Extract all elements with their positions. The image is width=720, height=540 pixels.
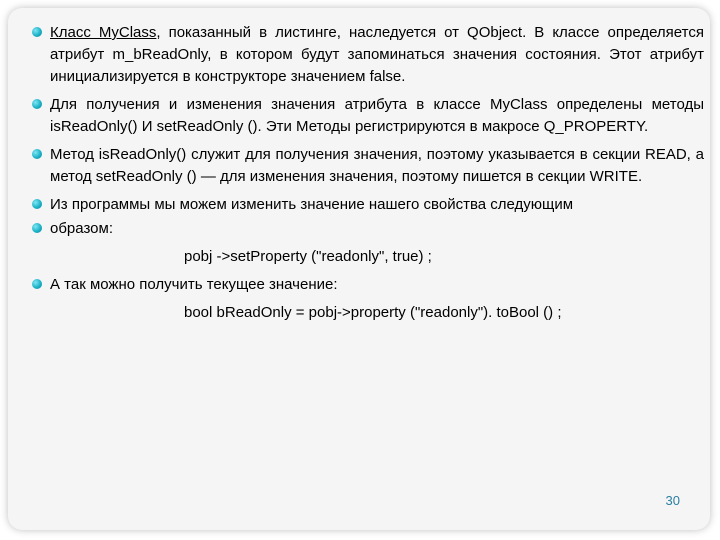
list-item-4 (32, 194, 704, 216)
bullet-icon (32, 199, 42, 209)
list-item-1 (32, 22, 704, 88)
slide-content (32, 22, 704, 330)
bullet-icon (32, 99, 42, 109)
paragraph-5: образом: (50, 220, 113, 237)
list-item-5 (32, 218, 704, 268)
bullet-icon (32, 27, 42, 37)
bullet-icon (32, 279, 42, 289)
paragraph-2: Для получения и изменения значения атрибута в классе MyClass определены методы isReadOnly() И setReadOnly (). Эти Методы регистрируются в макросе Q_PROPERTY. (50, 96, 704, 135)
paragraph-6: А так можно получить текущее значение: (50, 276, 338, 293)
list-item-3 (32, 144, 704, 188)
slide-frame (8, 8, 710, 530)
paragraph-1-text: , показанный в листинге, наследуется от QObject. В классе определяется атрибут m_bReadOnly, в котором будут запоминаться значения состояния. Этот атрибут инициализируется в конструкторе значением false. (50, 24, 704, 85)
paragraph-1 (50, 22, 704, 88)
paragraph-4: Из программы мы можем изменить значение нашего свойства следующим (50, 196, 574, 213)
class-name-link: Класс MyClass (50, 24, 157, 41)
list-item-2 (32, 94, 704, 138)
list-item-6 (32, 274, 704, 324)
code-line-2: bool bReadOnly = pobj->property ("readonly"). toBool () ; (184, 304, 562, 321)
bullet-icon (32, 223, 42, 233)
code-line-1: pobj ->setProperty ("readonly", true) ; (184, 248, 432, 265)
page-number: 30 (665, 493, 680, 508)
paragraph-3: Метод isReadOnly() служит для получения значения, поэтому указывается в секции READ, а метод setReadOnly () — для изменения значения, поэтому пишется в секции WRITE. (50, 146, 704, 185)
bullet-icon (32, 149, 42, 159)
